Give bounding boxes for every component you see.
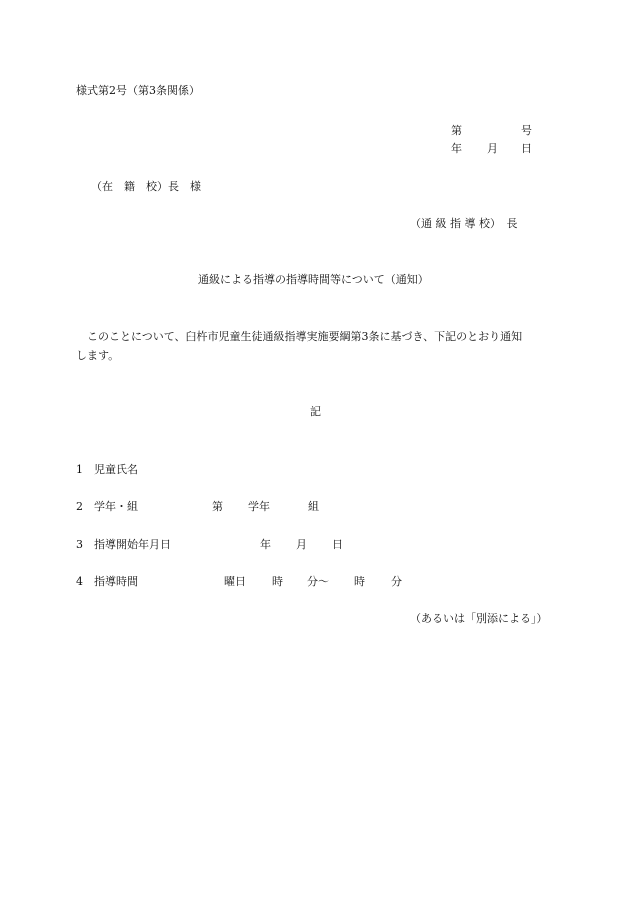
alternative-note: （あるいは「別添による」） — [410, 612, 548, 625]
item-number: 1 — [76, 463, 83, 476]
item-number: 3 — [76, 538, 83, 551]
start-day: 日 — [332, 538, 343, 551]
item-label: 指導開始年月日 — [94, 538, 171, 551]
item-label: 学年・組 — [94, 500, 138, 513]
item-number: 2 — [76, 500, 83, 513]
grade-kumi: 組 — [308, 500, 319, 513]
time-youbi: 曜日 — [224, 575, 246, 588]
date-year: 年 — [451, 142, 462, 155]
item-number: 4 — [76, 575, 83, 588]
addressee: （在 籍 校）長 様 — [91, 180, 201, 193]
subject-title: 通級による指導の指導時間等について（通知） — [198, 273, 429, 286]
start-month: 月 — [296, 538, 307, 551]
body-line-1: このことについて、臼杵市児童生徒通級指導実施要綱第3条に基づき、下記のとおり通知 — [76, 330, 523, 343]
form-label: 様式第2号（第3条関係） — [76, 84, 200, 97]
grade-gakunen: 学年 — [248, 500, 270, 513]
item-label: 児童氏名 — [94, 463, 138, 476]
date-month: 月 — [487, 142, 498, 155]
item-label: 指導時間 — [94, 575, 138, 588]
ki-heading: 記 — [310, 405, 321, 418]
doc-number-go: 号 — [521, 124, 532, 137]
time-fun-end: 分 — [391, 575, 402, 588]
start-year: 年 — [260, 538, 271, 551]
sender: （通 級 指 導 校） 長 — [410, 217, 518, 230]
body-line-2: します。 — [76, 349, 120, 362]
time-ji-end: 時 — [354, 575, 365, 588]
time-ji-start: 時 — [272, 575, 283, 588]
time-fun-start: 分〜 — [307, 575, 329, 588]
doc-number-dai: 第 — [451, 124, 462, 137]
grade-dai: 第 — [212, 500, 223, 513]
date-day: 日 — [521, 142, 532, 155]
